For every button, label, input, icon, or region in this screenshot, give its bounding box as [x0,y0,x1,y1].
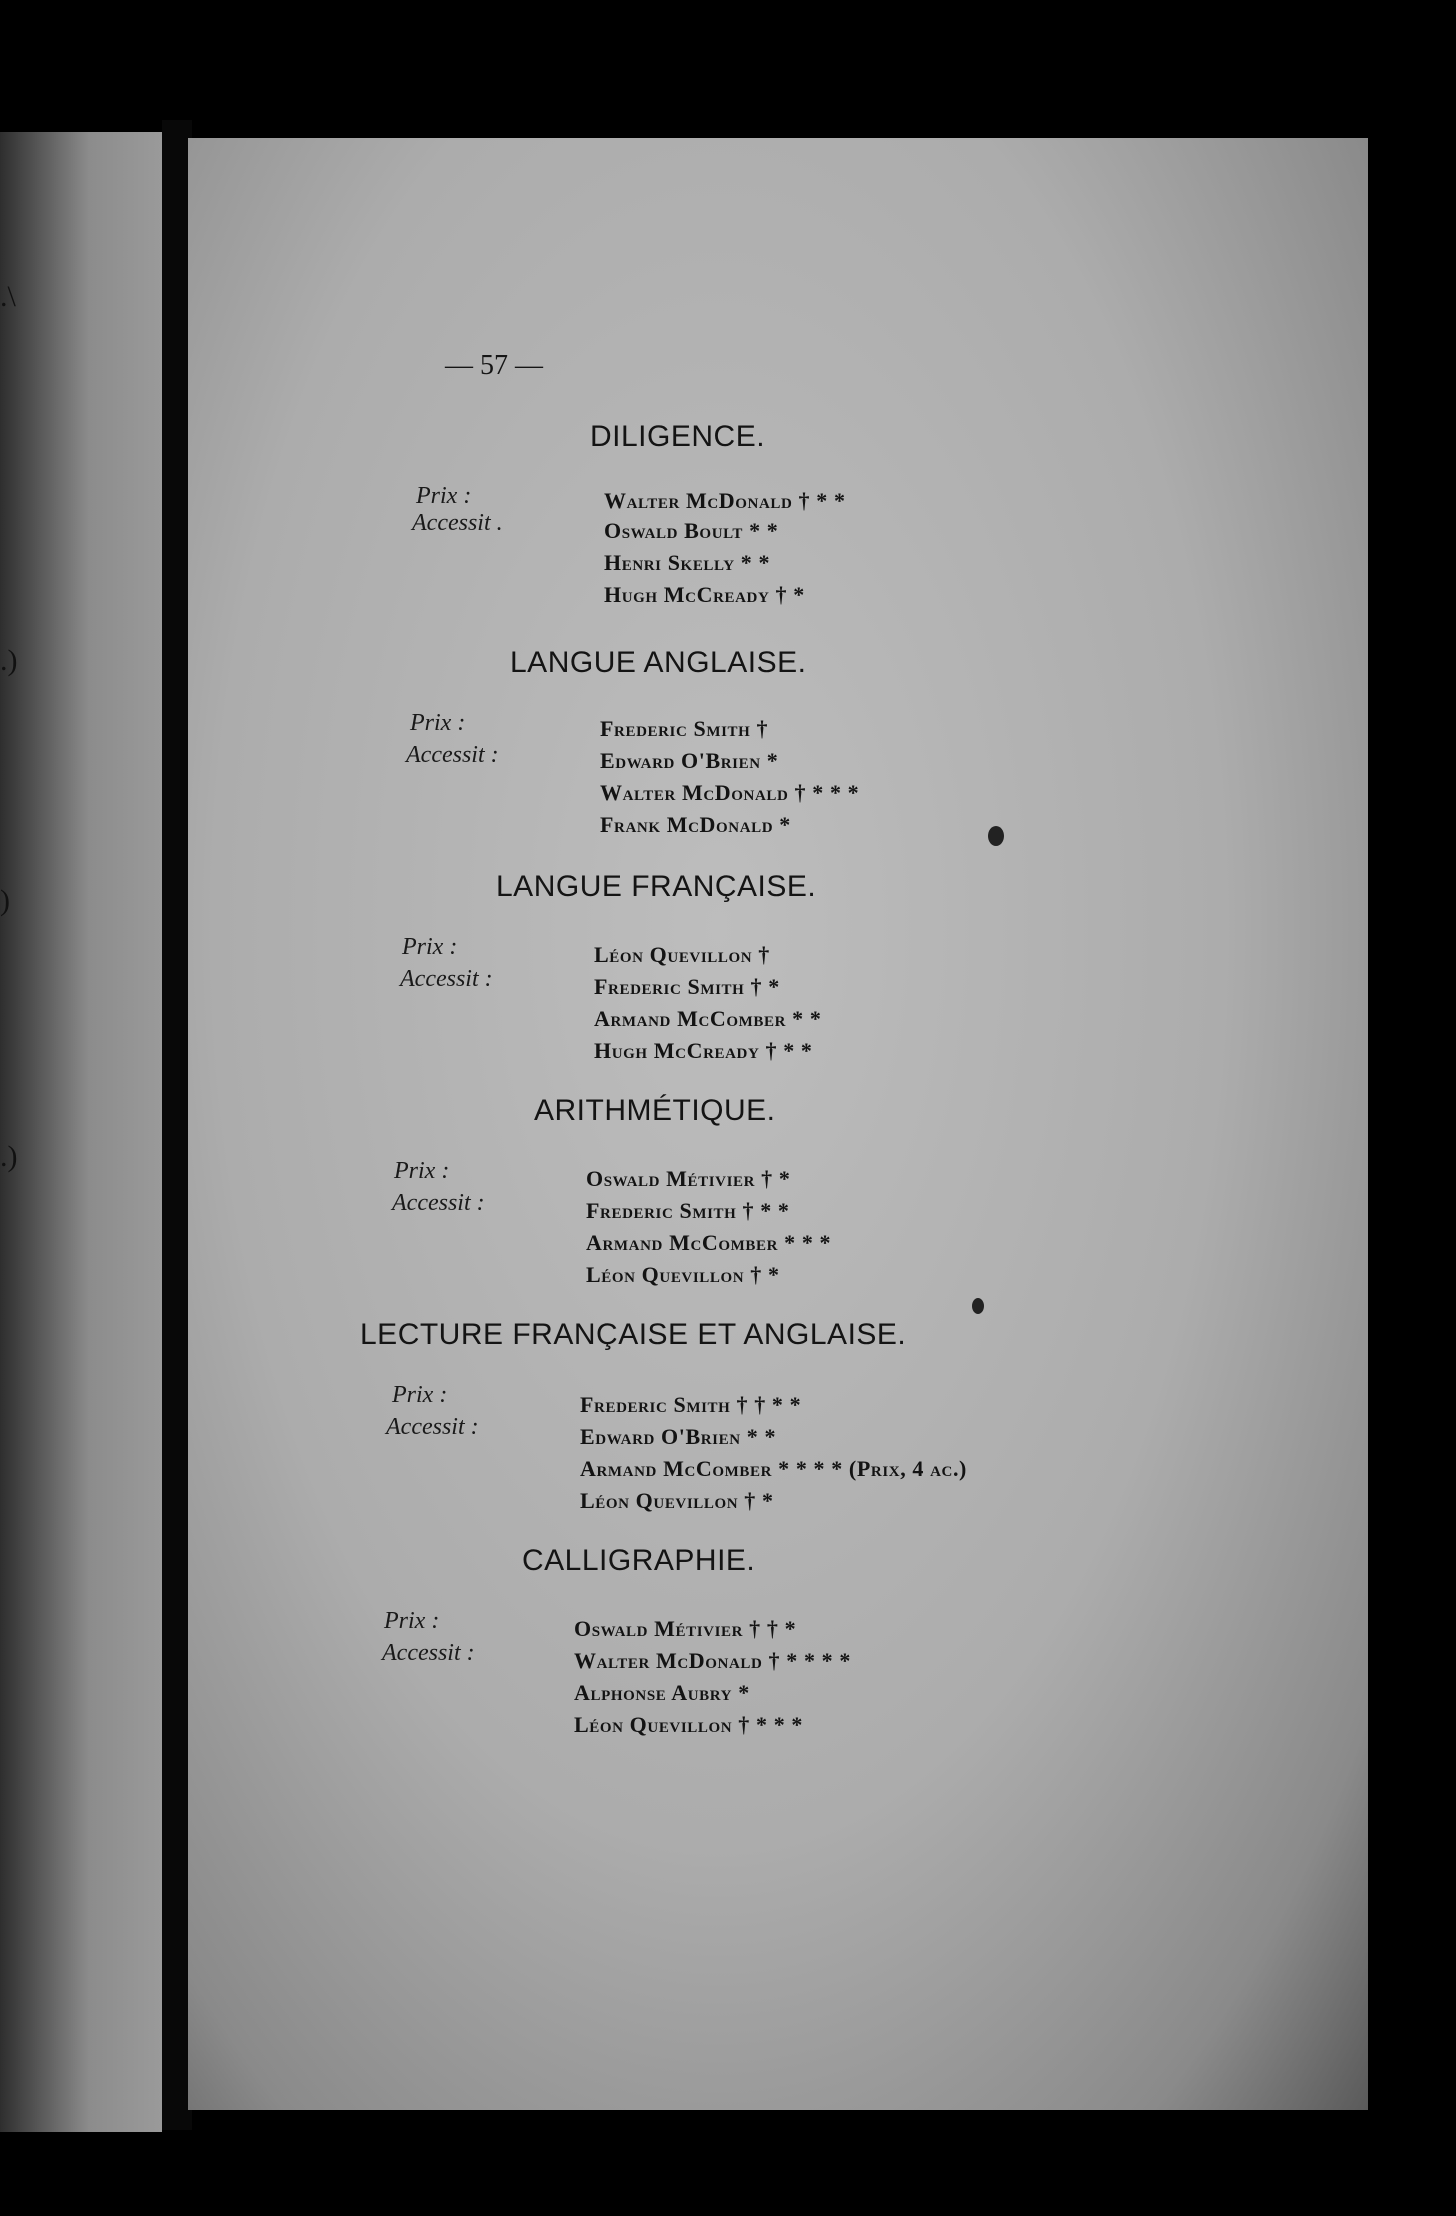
facing-page-mark: .) [0,1140,18,1173]
accessit-name: Edward O'Brien * [600,748,779,773]
facing-page-mark: ) [0,884,10,917]
accessit-name: Walter McDonald † * * * * [574,1648,851,1673]
document-page [188,138,1368,2110]
winner-name: Léon Quevillon † [594,942,770,967]
accessit-name: Edward O'Brien * * [580,1424,777,1449]
prix-label: Prix : [410,710,466,736]
accessit-name: Frederic Smith † * [594,974,780,999]
accessit-name: Hugh McCready † * * [594,1038,813,1063]
winner-name: Frederic Smith † [600,716,769,741]
accessit-name: Léon Quevillon † * [580,1488,774,1513]
accessit-label: Accessit : [400,966,493,992]
page-number: — 57 — [445,350,543,381]
section-title: DILIGENCE. [590,420,766,453]
accessit-label: Accessit : [392,1190,485,1216]
accessit-name: Henri Skelly * * [604,550,771,575]
accessit-name: Oswald Boult * * [604,518,779,543]
section-title: LANGUE ANGLAISE. [510,646,807,679]
accessit-label: Accessit . [412,510,503,536]
prix-label: Prix : [416,483,472,509]
accessit-name: Alphonse Aubry * [574,1680,750,1705]
accessit-name: Walter McDonald † * * * [600,780,860,805]
accessit-name: Frederic Smith † * * [586,1198,790,1223]
facing-page-mark: .) [0,644,18,677]
accessit-name: Armand McComber * * [594,1006,822,1031]
accessit-label: Accessit : [382,1640,475,1666]
ink-spot [988,826,1004,846]
prix-label: Prix : [384,1608,440,1634]
facing-page-edge [0,132,162,2132]
section-title: CALLIGRAPHIE. [522,1544,756,1577]
accessit-name: Armand McComber * * * * (Prix, 4 ac.) [580,1456,967,1481]
accessit-name: Hugh McCready † * [604,582,805,607]
prix-label: Prix : [402,934,458,960]
accessit-name: Armand McComber * * * [586,1230,832,1255]
section-title: LECTURE FRANÇAISE ET ANGLAISE. [360,1318,907,1351]
winner-name: Frederic Smith † † * * [580,1392,802,1417]
prix-label: Prix : [392,1382,448,1408]
accessit-label: Accessit : [386,1414,479,1440]
facing-page-mark: .\ [0,280,16,313]
accessit-name: Léon Quevillon † * [586,1262,780,1287]
section-title: ARITHMÉTIQUE. [534,1094,776,1127]
accessit-name: Frank McDonald * [600,812,791,837]
accessit-label: Accessit : [406,742,499,768]
winner-name: Oswald Métivier † * [586,1166,791,1191]
winner-name: Oswald Métivier † † * [574,1616,797,1641]
prix-label: Prix : [394,1158,450,1184]
winner-name: Walter McDonald † * * [604,488,846,513]
ink-spot [972,1298,984,1314]
accessit-name: Léon Quevillon † * * * [574,1712,804,1737]
section-title: LANGUE FRANÇAISE. [496,870,817,903]
